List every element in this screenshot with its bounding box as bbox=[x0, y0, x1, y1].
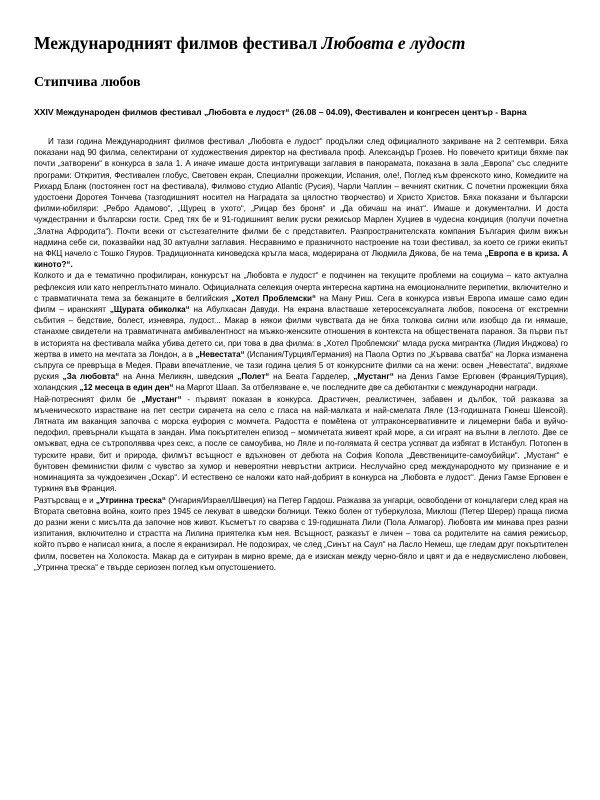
paragraph-morning-fever bbox=[34, 495, 568, 573]
event-line: XXIV Международен филмов фестивал „Любовта е лудост“ (26.08 – 04.09), Фестивален и конгресен център - Варна bbox=[34, 107, 527, 117]
p4-text-a: Разтърсващ е и bbox=[34, 495, 96, 505]
film-12-mesetsa: „12 месеца в един ден“ bbox=[79, 383, 174, 393]
p2-text-e: на Анна Меликян, шведския bbox=[119, 372, 238, 382]
article-subheading: Стипчива любов bbox=[34, 75, 141, 90]
p3-text-a: Най-потресният филм бе bbox=[34, 394, 142, 404]
film-mustang: „Мустанг“ bbox=[353, 372, 394, 382]
p2-text-a: Колкото и да е тематично профилиран, конкурсът на „Любовта е лудост“ е подчинен на текущите проблеми на социума – като актуална рефлексия или като непреглътнато минало. Официалната селекция очерта интересна картина на емоционалните перипетии, включително и с травматичната тема за бежанците в белгийския bbox=[34, 271, 568, 303]
title-plain: Международният филмов фестивал bbox=[34, 33, 322, 53]
p2-text-g: на Дениз Гамзе Ергювен (Франция/Турция), холандския bbox=[34, 372, 569, 393]
p2-text-b: на Ману Риш. Сега в конкурса извън Европа имаше само един филм – иранският bbox=[34, 293, 569, 315]
film-mustang-review: „Мустанг“ bbox=[141, 394, 182, 404]
p2-text-d: (Испания/Турция/Германия) на Паола Ортиз по „Кървава сватба“ на Лорка изманена съпруга се превръща в Медея. Прави впечатление, че тази година целия 5 от конкурсните филми са на жени: освен „Невестата“, видяхме руския bbox=[34, 349, 568, 382]
page-title bbox=[34, 28, 568, 54]
film-za-lyubovta: „За любовта“ bbox=[62, 372, 120, 382]
p2-text-h: на Маргот Шаап. За отбелязване е, че последните две са дебютантки с международни награди. bbox=[173, 383, 538, 393]
paragraph-mustang bbox=[34, 394, 568, 495]
paragraph-competition bbox=[34, 270, 568, 393]
film-nevestata: „Невестата“ bbox=[195, 349, 245, 359]
film-utrinna-treska: „Утринна треска“ bbox=[95, 495, 166, 505]
film-shturata-obikolka: „Щурата обиколка“ bbox=[109, 305, 190, 315]
article bbox=[34, 28, 568, 573]
p2-text-c: на Абулхасан Давуди. На екрана властваше хетеросексуалната любов, покосена от екстремни събития – бедствие, болест, изневяра, лудост... Макар в някои филми чувствата да не бяха толкова силни или изобщо да ги нямаше, станахме свидетели на травматичната амбивалентност на мъжко-женските отношения в контекста на обществената параноя. За първи път в историята на фестивала майка убива детето си, при това в два филма: в „Хотел Проблемски“ млада руска мигрантка (Лидия Инджова) го жертва в името на мечтата за Лондон, а в bbox=[34, 305, 568, 359]
film-hotel-problemski: „Хотел Проблемски“ bbox=[231, 293, 317, 303]
p4-text-b: (Унгария/Израел/Швеция) на Петер Гардош. Разказва за унгарци, освободени от концлагери след края на Втората световна война, които през 1945 се лекуват в шведски болници. Тежко болен от туберкулоза, Миклош (Петер Шерер) праща писма до разни жени с мисълта да започне нов живот. Късметът го сварзва с 19-годишната Лили (Пола Алмагор). Любовта им минава през разни изпитания, включително и страстта на Лилина приятелка към нея. Всъщност, разказът е личен – това са родителите на самия режисьор, който първо е написал книга, а после я екранизирал. Не подозирах, че след „Синът на Саул“ на Ласло Немеш, ще гледам друг покъртителен филм, посветен на Холокоста. Макар да е ситуиран в мирно време, да е изискан между черно-бяло и цвят и да е недвусмислено любовен, „Утринна треска“ е твърде сериозен поглед към опустошението. bbox=[34, 495, 568, 572]
title-italic: Любовта е лудост bbox=[321, 33, 466, 53]
p2-text-f: на Беата Гарделер, bbox=[269, 372, 354, 382]
p1-text: И тази година Международният филмов фестивал „Любовта е лудост“ продължи след официалното закриване на 2 септември. Бяха показани над 90 филма, селектирани от художествения директор на фестивала проф. Александър Грозев. Но повечето критици бяхме пак почти „затворени“ в конкурса в зала 1. А иначе имаше доста интригуващи заглавия в панорамата, показана в зала „Европа“ със следните програми: Открития, Фестивален глобус, Световен екран, Специални прожекции, Испания, оле!, Поглед към френското кино, Комедиите на Рихард Бланк (постоянен гост на фестивала), Филмово студио Atlantic (Русия), Чарли Чаплин – вечният скитник. С почетни прожекции бяха удостоени Доротея Тончева (тазгодишният носител на Наградата за цялостно творчество) и Христо Христов. Бяха показани и български филми-юбиляри: „Ребро Адамово“, „Щурец в ухото“, „Рицар без броня“ и „Да обичаш на инат“. Имаше и документални. И доста чуждестранни и български гости. Сред тях бе и 91-годишният велик руски режисьор Марлен Хуциев в чудесна кондиция (получи почетна „Златна Афродита“). Почти всеки от състезателните филми бе с представител. Разпространителската компания България филм вижън надмина себе си, показвайки над 30 актуални заглавия. Несравнимо е празничното настроение на този фестивал, за което се грижи екипът на ФКЦ начело с Тошко Гяуров. Традиционната киноведска кръгла маса, модерирана от Людмила Дякова, бе на тема bbox=[34, 137, 568, 259]
paragraph-intro bbox=[34, 136, 568, 270]
roundtable-topic: „Европа е в криза. А киното?“. bbox=[34, 249, 568, 270]
film-polet: „Полет“ bbox=[237, 372, 270, 382]
article-body bbox=[34, 136, 568, 573]
p3-text-b: - първият показан в конкурса. Драстичен, реалистичен, забавен и дълбок, той разказва за мъченическото израстване на пет сестри сирачета на село с гласа на най-малката и най-смелата Ляле (13-годишната Гюнеш Шенсой). Лятната им ваканция започва с морска еуфория с момчета. Радостта е помětена от ултраконсервативните и лицемерни баба и вуйчо-педофил, превърнали къщата в зандан. Има покъртителен епизод – момичетата живеят край море, а си играят на вълни в леглото. Две се омъжват, една се сътрополявва чрез секс, а после се самоубива, но Ляле и по-голямата й сестра успяват да избягат в Истанбул. Потопен в турските нрави, бит и природа, филмът всъщност е вдъхновен от дебюта на София Копола „Девствениците-самоубийци“. „Мустанг“ е бунтовен феминистки филм с чувство за хумор и невероятни невръстни актриси. Неслучайно сред международното му признание е и номинацията за чуждоезичен „Оскар“. И естествено се наложи като най-добрият в конкурса на „Любовта е лудост“. Дениз Гамзе Ергювен е туркиня във Франция. bbox=[34, 394, 568, 494]
